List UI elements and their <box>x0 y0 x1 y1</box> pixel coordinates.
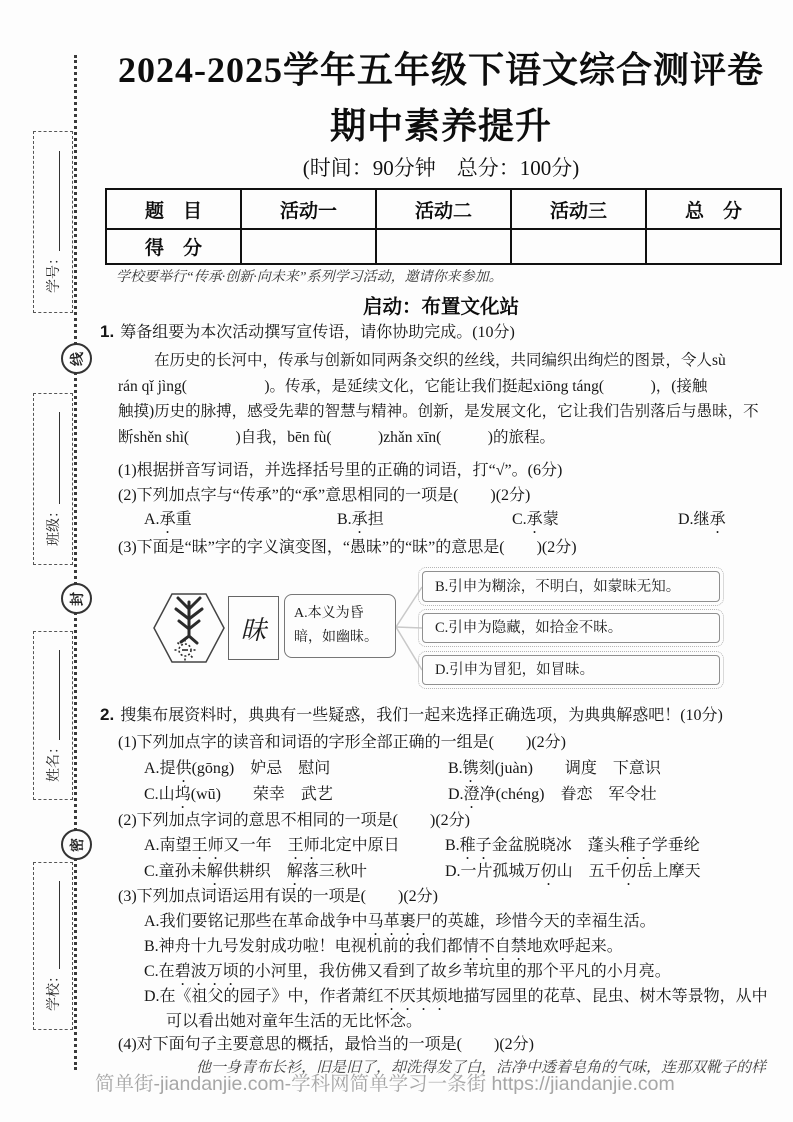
score-cell-empty-4 <box>646 229 781 264</box>
q1-para-line3: 触摸)历史的脉搏，感受先辈的智慧与精神。创新，是发展文化，它让我们告别落后与愚昧，不 <box>118 403 759 420</box>
school-inner <box>43 881 63 1011</box>
q2-sub2-option-b: B.稚子金盆脱晓冰 蓬头稚子学垂纶 <box>445 837 700 854</box>
time-score-info: (时间：90分钟 总分：100分) <box>302 156 580 180</box>
score-col-total: 总 分 <box>646 189 781 229</box>
score-col-activity2: 活动二 <box>376 189 511 229</box>
quoted-sentence: 他一身青布长衫，旧是旧了，却洗得发了白，洁净中透着皂角的气味，连那双靴子的样 <box>196 1060 767 1076</box>
student-id-inner <box>43 151 63 293</box>
q2-sub1-option-a: A.提供(gōng) 妒忌 慰问 <box>144 760 331 777</box>
intro-line: 学校要举行“传承·创新·向未来”系列学习活动，邀请你来参加。 <box>116 270 503 285</box>
q2-stem-text: 搜集布展资料时，典典有一些疑惑，我们一起来选择正确选项，为典典解惑吧！(10分) <box>120 707 723 724</box>
q2-sub2: (2)下列加点字词的意思不相同的一项是( )(2分) <box>118 812 470 829</box>
school-field <box>33 862 73 1030</box>
seal-stamp-feng <box>61 583 92 614</box>
q1-stem <box>100 319 515 342</box>
paper-title: 2024-2025学年五年级下语文综合测评卷 <box>118 50 764 90</box>
meaning-box-c: C.引申为隐藏，如拾金不昧。 <box>422 613 720 643</box>
q1-sub2: (2)下列加点字与“传承”的“承”意思相同的一项是( )(2分) <box>118 487 531 504</box>
q2-stem <box>100 702 723 725</box>
class-label: 班级： <box>47 504 62 546</box>
q1-sub2-option-b: B.承担 <box>337 511 384 528</box>
q2-sub3-option-d-wrap: 可以看出她对童年生活的无比怀念。 <box>166 1013 423 1030</box>
site-watermark: 简单街-jiandanjie.com-学科网简单学习一条街 https://jiandanjie.com <box>95 1073 675 1095</box>
seal-char-mi: 密 <box>70 837 86 852</box>
score-col-topic: 题 目 <box>106 189 241 229</box>
meaning-box-d: D.引申为冒犯，如冒昧。 <box>422 655 720 685</box>
q1-sub3: (3)下面是“昧”字的字义演变图，“愚昧”的“昧”的意思是( )(2分) <box>118 539 577 556</box>
score-cell-empty-3 <box>511 229 646 264</box>
score-cell-empty-1 <box>241 229 376 264</box>
q2-sub1-options-row1 <box>100 755 790 779</box>
school-label: 学校： <box>47 969 62 1011</box>
q1-sub2-option-c: C.承蒙 <box>512 511 559 528</box>
student-id-blank-line <box>45 151 60 251</box>
student-id-field <box>33 131 73 313</box>
q2-sub1: (1)下列加点字的读音和词语的字形全部正确的一组是( )(2分) <box>118 734 566 751</box>
q2-sub2-option-c: C.童孙未解供耕织 解落三秋叶 <box>144 863 367 880</box>
mei-character-box: 昧 <box>228 596 279 660</box>
q2-sub3-option-d: D.在《祖父的园子》中，作者萧红不厌其烦地描写园里的花草、昆虫、树木等景物，从中 <box>144 988 768 1005</box>
seal-stamp-mi <box>61 829 92 860</box>
seal-char-feng: 封 <box>70 591 86 606</box>
q1-sub1: (1)根据拼音写词语，并选择括号里的正确的词语，打“√”。(6分) <box>118 462 563 479</box>
q2-sub4: (4)对下面句子主要意思的概括，最恰当的一项是( )(2分) <box>118 1036 534 1053</box>
score-cell-empty-2 <box>376 229 511 264</box>
q2-sub3-option-b: B.神舟十九号发射成功啦！电视机前的我们都情不自禁地欢呼起来。 <box>144 938 623 955</box>
school-blank-line <box>45 881 60 969</box>
name-blank-line <box>45 650 60 740</box>
q1-sub2-option-a: A.承重 <box>144 511 192 528</box>
q1-sub2-option-d: D.继承 <box>678 511 726 528</box>
q1-para-line2: rán qǐ jìng( )。传承，是延续文化，它能让我们挺起xiōng táng( )，(接触 <box>118 377 708 395</box>
score-col-activity1: 活动一 <box>241 189 376 229</box>
student-id-label: 学号： <box>47 251 62 293</box>
q2-sub2-options-row2 <box>100 858 790 882</box>
connector-lines <box>396 565 422 697</box>
mei-evolution-diagram <box>100 565 782 697</box>
paper-subtitle: 期中素养提升 <box>329 106 552 146</box>
section-title: 启动：布置文化站 <box>362 296 519 318</box>
meaning-box-b: B.引申为糊涂，不明白，如蒙昧无知。 <box>422 571 720 602</box>
q1-para-line4: 断shěn shì( )自我，bēn fù( )zhǎn xīn( )的旅程。 <box>118 428 555 446</box>
score-table-score-row <box>106 229 781 264</box>
q2-sub2-options-row1 <box>100 832 790 856</box>
q2-sub1-options-row2 <box>100 781 790 805</box>
q1-para-line1: 在历史的长河中，传承与创新如同两条交织的丝线，共同编织出绚烂的图景，令人sù <box>154 352 726 369</box>
meaning-box-a: A.本义为昏暗，如幽昧。 <box>284 594 396 658</box>
class-field <box>33 393 73 565</box>
q2-sub2-option-d: D.一片孤城万仞山 五千仞岳上摩天 <box>445 863 701 880</box>
q2-sub1-option-b: B.镌刻(juàn) 调度 下意识 <box>448 760 661 777</box>
score-table-header-row <box>106 189 781 229</box>
seal-stamp-line <box>61 343 92 374</box>
q2-sub3: (3)下列加点词语运用有误的一项是( )(2分) <box>118 888 438 905</box>
oracle-bone-glyph-icon <box>152 590 226 666</box>
q1-sub2-options-row <box>100 506 790 530</box>
seal-dotted-line <box>74 55 77 1070</box>
name-inner <box>43 650 63 782</box>
q2-sub1-option-d: D.澄净(chéng) 眷恋 军令壮 <box>448 786 657 803</box>
q1-paragraph <box>118 348 782 450</box>
q1-stem-text: 筹备组要为本次活动撰写宣传语，请你协助完成。(10分) <box>120 324 515 341</box>
score-table <box>105 188 782 265</box>
q2-sub2-option-a: A.南望王师又一年 王师北定中原日 <box>144 837 400 854</box>
class-inner <box>43 412 63 546</box>
class-blank-line <box>45 412 60 504</box>
score-col-activity3: 活动三 <box>511 189 646 229</box>
q2-sub3-option-c: C.在碧波万顷的小河里，我仿佛又看到了故乡苇坑里的那个平凡的小月亮。 <box>144 963 671 980</box>
score-row-label: 得 分 <box>106 229 241 264</box>
q2-number: 2. <box>100 705 115 724</box>
seal-char-xian: 线 <box>70 351 86 366</box>
name-field <box>33 631 73 800</box>
q2-sub3-option-a: A.我们要铭记那些在革命战争中马革裹尸的英雄，珍惜今天的幸福生活。 <box>144 913 656 930</box>
name-label: 姓名： <box>47 739 62 782</box>
q2-sub1-option-c: C.山坞(wū) 荣幸 武艺 <box>144 786 333 803</box>
q1-number: 1. <box>100 322 115 341</box>
